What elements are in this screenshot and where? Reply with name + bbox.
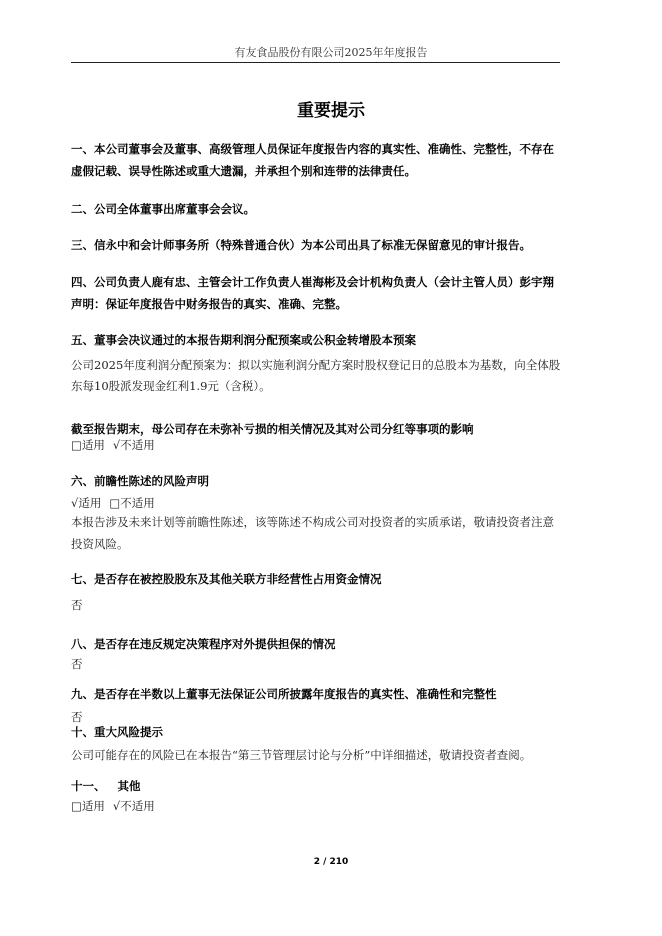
section-11-options — [71, 797, 163, 815]
option-not-applicable: √不适用 — [112, 799, 155, 813]
section-4-line-2: 声明：保证年度报告中财务报告的真实、准确、完整。 — [71, 297, 347, 311]
option-applicable: □适用 — [71, 799, 105, 813]
section-7-heading: 七、是否存在被控股股东及其他关联方非经营性占用资金情况 — [71, 572, 382, 586]
section-4-line-1: 四、公司负责人鹿有忠、主管会计工作负责人崔海彬及会计机构负责人（会计主管人员）彭宇翔 — [71, 275, 554, 289]
option-not-applicable: √不适用 — [112, 438, 155, 452]
section-7-answer: 否 — [71, 598, 83, 612]
section-1-line-1: 一、本公司董事会及董事、高级管理人员保证年度报告内容的真实性、准确性、完整性，不存在 — [71, 142, 554, 156]
section-5-heading: 五、董事会决议通过的本报告期利润分配预案或公积金转增股本预案 — [71, 333, 416, 347]
section-10-line-1: 公司可能存在的风险已在本报告“第三节管理层讨论与分析”中详细描述，敬请投资者查阅。 — [71, 748, 532, 762]
section-10-heading: 十、重大风险提示 — [71, 725, 163, 739]
section-9-answer: 否 — [71, 710, 83, 724]
running-header: 有友食品股份有限公司2025年年度报告 — [234, 46, 428, 59]
section-8-heading: 八、是否存在违反规定决策程序对外提供担保的情况 — [71, 637, 336, 651]
section-2: 二、公司全体董事出席董事会会议。 — [71, 202, 255, 216]
section-8-answer: 否 — [71, 657, 83, 671]
section-3: 三、信永中和会计师事务所（特殊普通合伙）为本公司出具了标准无保留意见的审计报告。 — [71, 238, 531, 252]
section-5-line-1: 公司2025年度利润分配预案为：拟以实施利润分配方案时股权登记日的总股本为基数，向全体股 — [71, 358, 561, 372]
section-5-line-2: 东每10股派发现金红利1.9元（含税）。 — [71, 379, 271, 393]
option-applicable: √适用 — [71, 496, 102, 510]
section-5b-options — [71, 436, 163, 454]
section-6-options — [71, 494, 163, 512]
option-not-applicable: □不适用 — [109, 496, 155, 510]
section-11-heading: 十一、 其他 — [71, 779, 141, 793]
section-6-line-2: 投资风险。 — [71, 537, 129, 551]
section-6-line-1: 本报告涉及未来计划等前瞻性陈述，该等陈述不构成公司对投资者的实质承诺，敬请投资者注意 — [71, 515, 554, 529]
header-rule — [71, 62, 560, 63]
page-title: 重要提示 — [297, 101, 365, 121]
section-5b-heading: 截至报告期末，母公司存在未弥补亏损的相关情况及其对公司分红等事项的影响 — [71, 422, 474, 436]
option-applicable: □适用 — [71, 438, 105, 452]
section-1-line-2: 虚假记载、误导性陈述或重大遗漏，并承担个别和连带的法律责任。 — [71, 164, 416, 178]
page-number: 2 / 210 — [313, 857, 349, 867]
section-6-heading: 六、前瞻性陈述的风险声明 — [71, 474, 209, 488]
section-9-heading: 九、是否存在半数以上董事无法保证公司所披露年度报告的真实性、准确性和完整性 — [71, 687, 497, 701]
